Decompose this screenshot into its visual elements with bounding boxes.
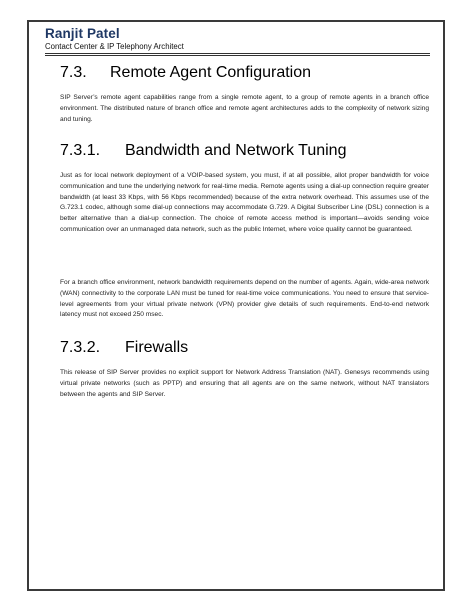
section-number: 7.3. [60, 64, 87, 81]
header-author: Ranjit Patel [45, 26, 120, 41]
section-heading-7-3 [60, 64, 311, 82]
section-number: 7.3.1. [60, 142, 101, 159]
paragraph: This release of SIP Server provides no explicit support for Network Address Translation (NAT). Genesys recommends using virtual private networks (such as PPTP) and ensuring that all agents are on the same network, without NAT translators between the agents and SIP Server. [60, 369, 429, 398]
section-title: Remote Agent Configuration [110, 64, 312, 81]
paragraph: Just as for local network deployment of a VOIP-based system, you must, if at all possible, allot proper bandwidth for voice communication and tune the underlying network for real-time media. Remote agents using a dial-up connection require greater bandwidth (at least 33 Kbps, with 56 Kbps recommended) because of the extra network overhead. This assumes use of the G.723.1 codec, although some dial-up connections may accommodate G.729. A Digital Subscriber Line (DSL) connection is a better alternative than a dial-up connection. The choice of remote access method is important—avoids sending voice communication over an unmanaged data network, such as the public Internet, where voice quality cannot be guaranteed. [60, 172, 429, 233]
header-rule-bottom [45, 55, 430, 56]
header-role: Contact Center & IP Telephony Architect [45, 42, 184, 51]
section-number: 7.3.2. [60, 339, 101, 356]
header-rule-top [45, 53, 430, 54]
section-title: Bandwidth and Network Tuning [125, 142, 347, 159]
section-heading-7-3-1 [60, 142, 346, 160]
section-title: Firewalls [125, 339, 189, 356]
paragraph: SIP Server’s remote agent capabilities range from a single remote agent, to a group of remote agents in a branch office environment. The distributed nature of branch office and remote agent architectures adds to the complexity of network sizing and tuning. [60, 94, 429, 123]
section-heading-7-3-2 [60, 339, 188, 357]
paragraph: For a branch office environment, network bandwidth requirements depend on the number of agents. Again, wide-area network (WAN) connectivity to the corporate LAN must be tuned for real-time voice communications. You need to ensure that service-level agreements from your virtual private network (VPN) provider give details of such requirements. End-to-end network latency must not exceed 250 msec. [60, 279, 429, 319]
